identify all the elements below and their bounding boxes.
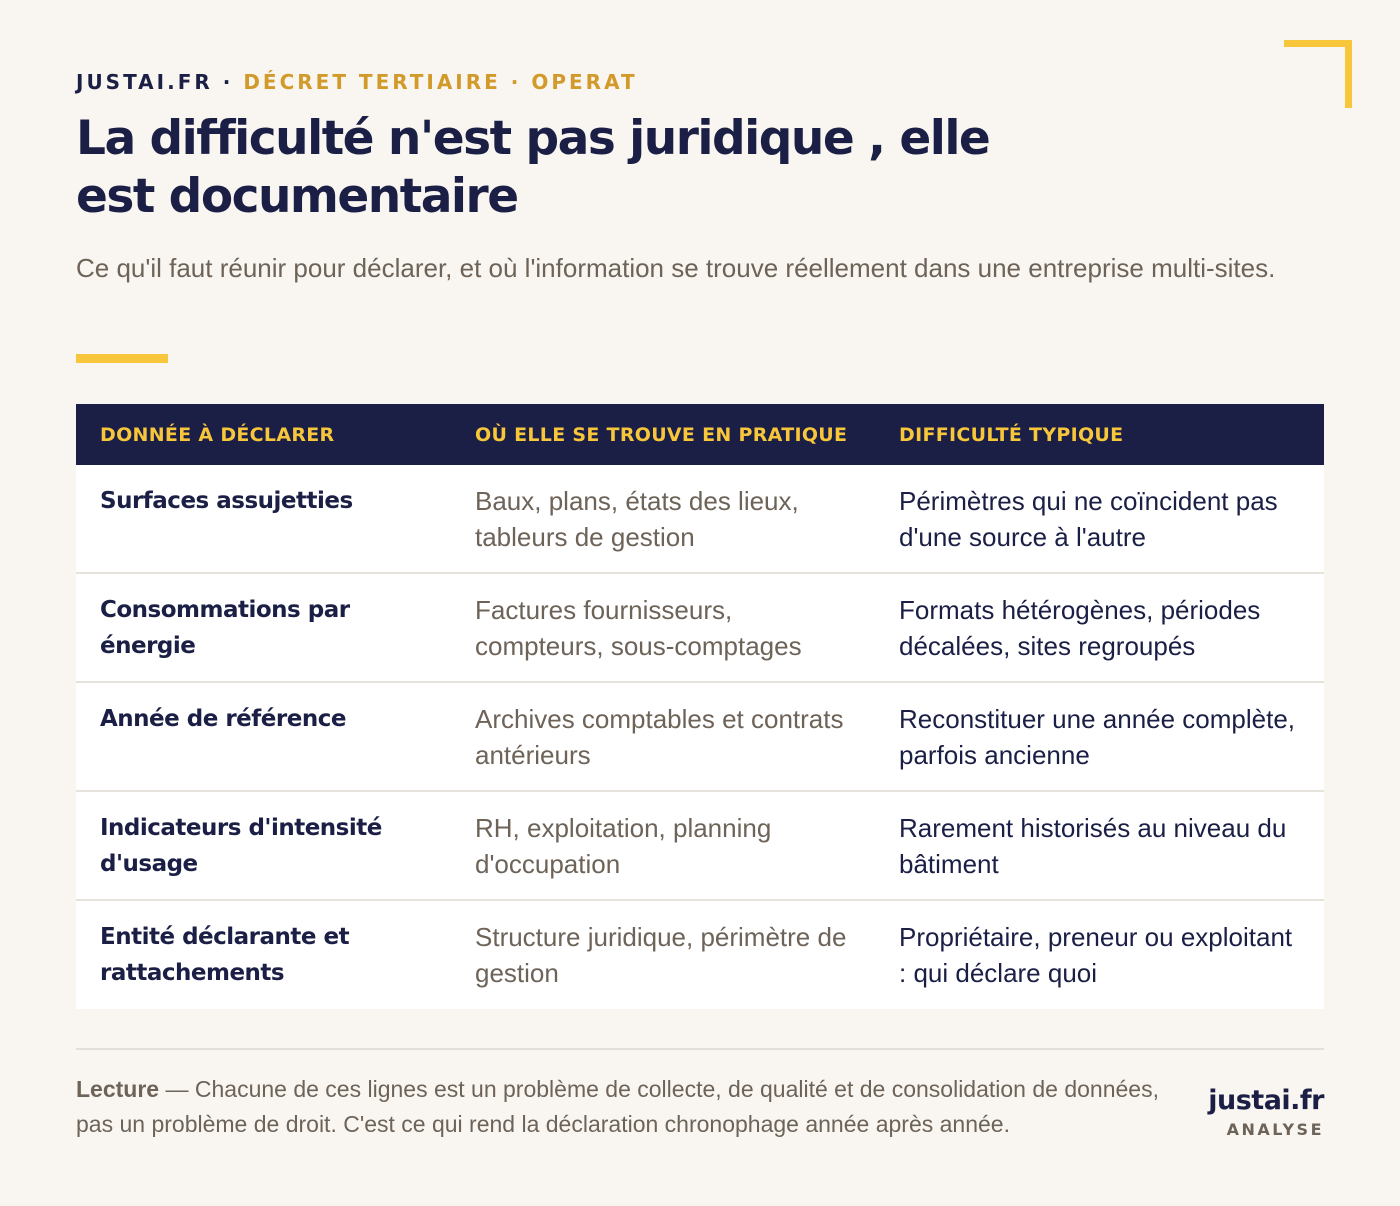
row-difficulty: Rarement historisés au niveau du bâtiment: [899, 813, 1287, 879]
row-label: Consommations par énergie: [100, 597, 350, 659]
reading-note-text: — Chacune de ces lignes est un problème de collecte, de qualité et de consolidation de données, pas un problème de droit. C'est ce qui rend la déclaration chronophage année après année.: [76, 1076, 1159, 1137]
table-row: [76, 465, 1324, 574]
footer-site-name: justai.fr: [1208, 1085, 1324, 1116]
kicker: [76, 70, 638, 94]
table-row: [76, 574, 1324, 683]
table-row: [76, 901, 1324, 1009]
row-difficulty: Formats hétérogènes, périodes décalées, sites regroupés: [899, 595, 1261, 661]
row-source: Structure juridique, périmètre de gestion: [475, 922, 847, 988]
row-source: Factures fournisseurs, compteurs, sous-comptages: [475, 595, 802, 661]
footer-label: ANALYSE: [1226, 1120, 1324, 1139]
page-title: La difficulté n'est pas juridique , elle est documentaire: [76, 111, 990, 224]
table-row: [76, 683, 1324, 792]
reading-note-lead: Lecture: [76, 1076, 160, 1102]
corner-decoration: [1284, 40, 1352, 108]
row-label: Année de référence: [100, 706, 346, 732]
row-difficulty: Périmètres qui ne coïncident pas d'une source à l'autre: [899, 486, 1278, 552]
row-label: Entité déclarante et rattachements: [100, 924, 350, 986]
kicker-tag-1: DÉCRET TERTIAIRE: [243, 70, 501, 94]
row-difficulty: Reconstituer une année complète, parfois ancienne: [899, 704, 1296, 770]
column-header-source: OÙ ELLE SE TROUVE EN PRATIQUE: [475, 423, 848, 446]
row-source: Archives comptables et contrats antérieurs: [475, 704, 844, 770]
row-label: Indicateurs d'intensité d'usage: [100, 815, 382, 877]
kicker-separator: ·: [222, 70, 234, 94]
row-source: Baux, plans, états des lieux, tableurs de gestion: [475, 486, 799, 552]
footer-divider: [76, 1048, 1324, 1050]
page-subtitle: Ce qu'il faut réunir pour déclarer, et où l'information se trouve réellement dans une entreprise multi-sites.: [76, 253, 1276, 283]
reading-note: [76, 1072, 1186, 1142]
row-source: RH, exploitation, planning d'occupation: [475, 813, 772, 879]
row-label: Surfaces assujetties: [100, 488, 353, 514]
data-table: [76, 404, 1324, 1009]
kicker-separator-2: ·: [510, 70, 522, 94]
column-header-donnee: DONNÉE À DÉCLARER: [100, 423, 335, 446]
row-difficulty: Propriétaire, preneur ou exploitant : qui déclare quoi: [899, 922, 1293, 988]
accent-bar: [76, 354, 168, 363]
table-row: [76, 792, 1324, 901]
kicker-tag-2: OPERAT: [531, 70, 638, 94]
footer-brand: [1208, 1084, 1324, 1142]
table-header: [76, 404, 1324, 465]
kicker-brand: JUSTAI.FR: [76, 70, 213, 94]
column-header-difficulte: DIFFICULTÉ TYPIQUE: [899, 423, 1124, 446]
